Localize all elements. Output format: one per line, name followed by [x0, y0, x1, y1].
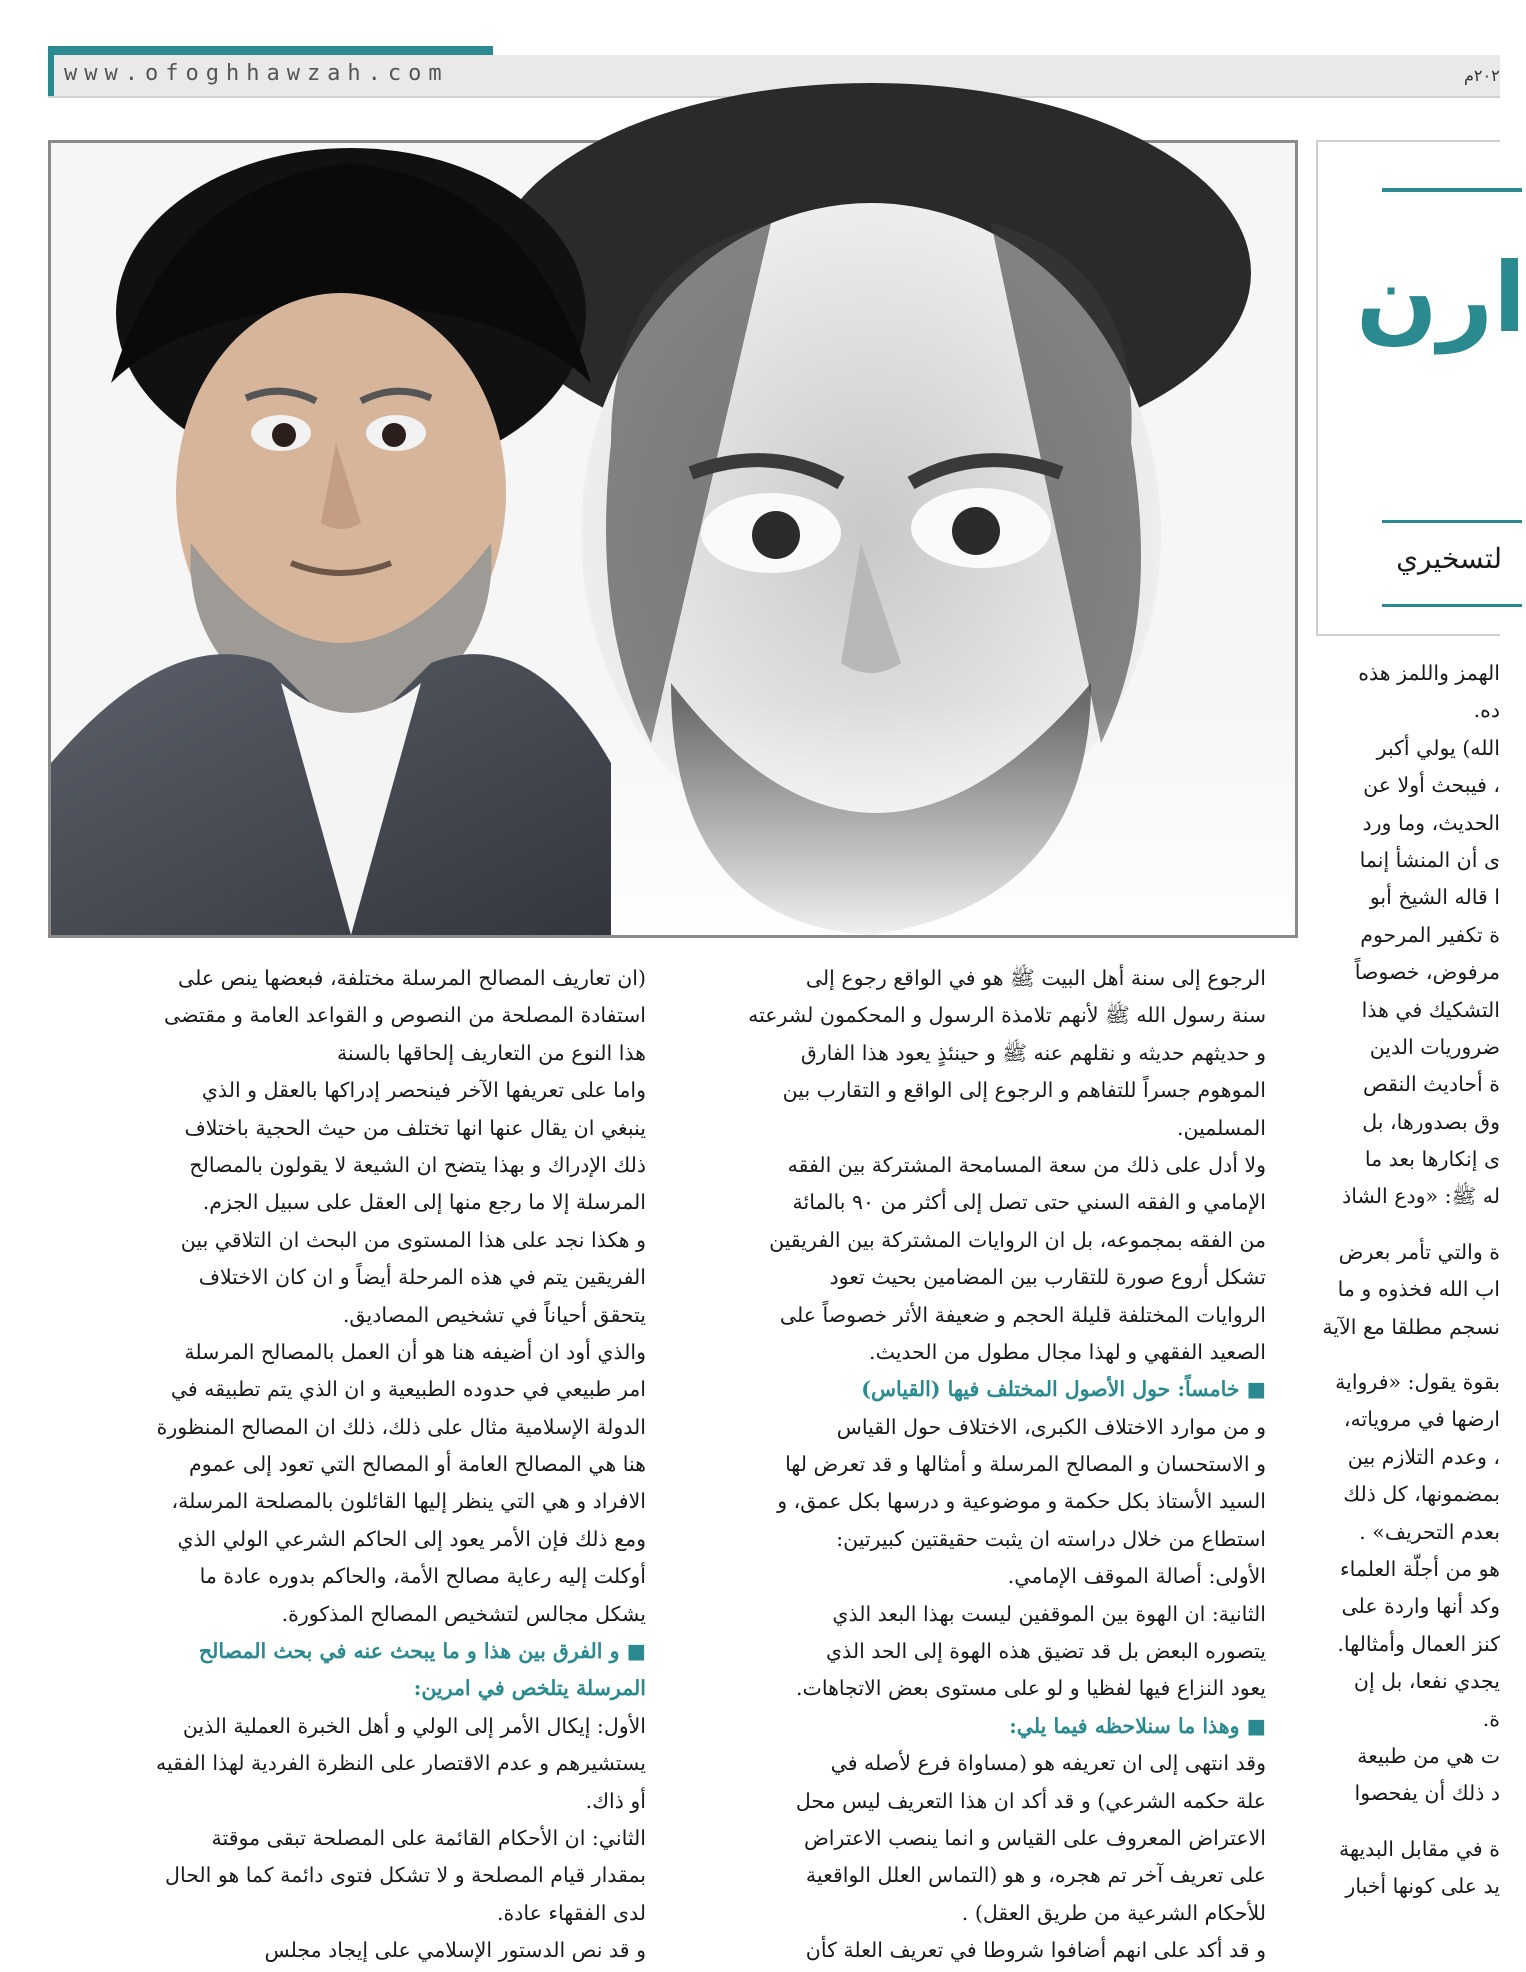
text-line: ارضها في مروياته،: [1343, 1407, 1500, 1432]
text-line: أو ذاك.: [585, 1788, 646, 1813]
text-line: السيد الأستاذ بكل حكمة و موضوعية و درسها بكل عمق، و: [777, 1489, 1266, 1514]
text-line: بعدم التحريف» .: [1359, 1519, 1500, 1544]
text-line: بمضمونها، كل ذلك: [1343, 1482, 1500, 1507]
text-line: الموهوم جسراً للتفاهم و الرجوع إلى الواقع و التقارب بين: [782, 1078, 1266, 1103]
text-line: وكد أنها واردة على: [1341, 1594, 1500, 1619]
text-line: على تعريف آخر تم هجره، و هو (التماس العلل الواقعية: [805, 1863, 1266, 1888]
article-title-box: [1316, 140, 1526, 636]
header-accent-bar: [48, 46, 493, 55]
text-line: كنز العمال وأمثالها.: [1337, 1631, 1500, 1656]
text-line: يتحقق أحياناً في تشخيص المصاديق.: [342, 1302, 646, 1327]
text-line: علة حكمه الشرعي) و قد أكد ان هذا التعريف ليس محل: [795, 1788, 1266, 1813]
text-line: ذلك الإدراك و بهذا يتضح ان الشيعة لا يقولون بالمصالح: [189, 1152, 646, 1177]
text-line: ، وعدم التلازم بين: [1347, 1444, 1500, 1469]
title-rule-top: [1382, 188, 1522, 192]
section-heading: ■ و الفرق بين هذا و ما يبحث عنه في بحث المصالح: [198, 1639, 646, 1664]
text-line: ومع ذلك فإن الأمر يعود إلى الحاكم الشرعي الولي الذي: [177, 1526, 646, 1551]
text-line: له ﷺ: «ودع الشاذ: [1342, 1184, 1500, 1209]
section-heading: المرسلة يتلخص في امرين:: [413, 1676, 646, 1701]
text-line: ولا أدل على ذلك من سعة المسامحة المشتركة بين الفقه: [787, 1152, 1266, 1177]
text-line: والذي أود ان أضيفه هنا هو أن العمل بالمصالح المرسلة: [184, 1339, 646, 1364]
text-line: الإمامي و الفقه السني حتى تصل إلى أكثر من ٩٠ بالمائة: [792, 1190, 1266, 1215]
text-line: وقد انتهى إلى ان تعريفه هو (مساواة فرع لأصله في: [830, 1751, 1266, 1776]
text-line: ده.: [1473, 698, 1500, 723]
text-line: و هكذا نجد على هذا المستوى من البحث ان التلاقي بين: [180, 1227, 646, 1252]
text-line: (ان تعاريف المصالح المرسلة مختلفة، فبعضها ينص على: [177, 966, 646, 990]
text-line: ضروريات الدين: [1369, 1034, 1500, 1059]
text-line: نسجم مطلقا مع الآية: [1322, 1314, 1500, 1339]
text-column-middle: [686, 960, 1266, 1972]
text-line: المرسلة إلا ما رجع منها إلى العقل على سبيل الجزم.: [202, 1190, 646, 1215]
text-line: الافراد و هي التي ينظر إليها القائلون بالمصلحة المرسلة،: [171, 1489, 646, 1514]
text-line: الهمز واللمز هذه: [1358, 661, 1500, 685]
issue-date: ۲۰۲م: [1464, 66, 1500, 85]
text-line: بمقدار قيام المصلحة و لا تشكل فتوى دائمة كما هو الحال: [165, 1863, 646, 1888]
text-line: هو من أجلّة العلماء: [1339, 1556, 1500, 1581]
text-line: ة.: [1482, 1706, 1500, 1731]
text-line: الثاني: ان الأحكام القائمة على المصلحة تبقى موقتة: [211, 1825, 646, 1850]
text-line: من الفقه بمجموعه، بل ان الروايات المشتركة بين الفريقين: [769, 1227, 1266, 1252]
text-line: ى إنكارها بعد ما: [1364, 1147, 1500, 1172]
text-line: يجدي نفعا، بل إن: [1353, 1669, 1500, 1694]
text-line: و حديثهم حديثه و نقلهم عنه ﷺ و حينئذٍ يعود هذا الفارق: [800, 1040, 1266, 1065]
text-line: ى أن المنشأ إنما: [1359, 847, 1500, 872]
section-heading: ■ خامساً: حول الأصول المختلف فيها (القياس): [861, 1377, 1266, 1402]
text-line: يستشيرهم و عدم الاقتصار على النظرة الفردية لهذا الفقيه: [156, 1751, 646, 1776]
text-line: و قد أكد على انهم أضافوا شروطا في تعريف العلة كأن: [805, 1938, 1266, 1963]
text-line: ة والتي تأمر بعرض: [1338, 1239, 1500, 1264]
two-clerics-portrait-icon: [51, 143, 1295, 935]
text-column-right: [1318, 655, 1500, 1972]
text-line: هنا هي المصالح العامة أو المصالح التي تعود إلى عموم: [189, 1452, 646, 1477]
text-line: لدى الفقهاء عادة.: [497, 1900, 646, 1925]
text-line: و من موارد الاختلاف الكبرى، الاختلاف حول القياس: [836, 1414, 1266, 1439]
text-line: الصعيد الفقهي و لهذا مجال مطول من الحديث.: [869, 1339, 1266, 1364]
text-line: هذا النوع من التعاريف إلحاقها بالسنة: [336, 1040, 646, 1065]
text-line: ، فيبحث أولا عن: [1363, 773, 1500, 798]
text-line: يتصوره البعض بل قد تضيق هذه الهوة إلى الحد الذي: [826, 1639, 1266, 1664]
text-line: الاعتراض المعروف على القياس و انما ينصب الاعتراض: [803, 1825, 1266, 1850]
text-line: الحديث، وما ورد: [1362, 810, 1500, 835]
text-line: وق بصدورها، بل: [1362, 1109, 1500, 1134]
text-line: الفريقين يتم في هذه المرحلة أيضاً و ان كان الاختلاف: [198, 1265, 646, 1290]
text-line: يعود النزاع فيها لفظيا و لو على مستوى بعض الاتجاهات.: [796, 1676, 1266, 1701]
text-line: الثانية: ان الهوة بين الموقفين ليست بهذا البعد الذي: [832, 1601, 1266, 1626]
text-line: للأحكام الشرعية من طريق العقل) .: [961, 1900, 1266, 1925]
text-line: الأول: إيكال الأمر إلى الولي و أهل الخبرة العملية الذين: [182, 1713, 646, 1738]
text-line: بقوة يقول: «فرواية: [1335, 1370, 1500, 1395]
text-column-left: [48, 960, 646, 1972]
text-line: الدولة الإسلامية مثال على ذلك، ذلك ان المصالح المنظورة: [156, 1414, 646, 1439]
text-line: سنة رسول الله ﷺ لأنهم تلامذة الرسول و المحكمون لشرعته: [748, 1003, 1266, 1028]
text-line: ة أحاديث النقص: [1363, 1072, 1500, 1097]
text-line: المسلمين.: [1176, 1115, 1266, 1140]
text-line: [1318, 1813, 1500, 1831]
text-line: التشكيك في هذا: [1361, 997, 1500, 1022]
text-line: الله) يولي أكبر: [1376, 735, 1500, 760]
text-line: و الاستحسان و المصالح المرسلة و أمثالها و قد تعرض لها: [785, 1452, 1266, 1477]
text-line: [1318, 1346, 1500, 1364]
text-line: ا قاله الشيخ أبو: [1369, 885, 1500, 910]
section-heading: ■ وهذا ما سنلاحظه فيما يلي:: [1009, 1713, 1266, 1738]
text-line: واما على تعريفها الآخر فينحصر إدراكها بالعقل و الذي: [201, 1078, 646, 1103]
text-line: يشكل مجالس لتشخيص المصالح المذكورة.: [281, 1601, 646, 1626]
text-line: مرفوض، خصوصاً: [1354, 960, 1500, 985]
title-rule-middle: [1382, 520, 1522, 523]
text-line: الروايات المختلفة قليلة الحجم و ضعيفة الأثر خصوصاً على: [779, 1302, 1266, 1327]
article-title: ارن: [1355, 242, 1526, 354]
title-rule-bottom: [1382, 604, 1522, 607]
text-line: ينبغي ان يقال عنها انها تختلف من حيث الحجية باختلاف: [184, 1115, 646, 1140]
text-line: امر طبيعي في حدوده الطبيعية و ان الذي يتم تطبيقه في: [170, 1377, 646, 1402]
text-line: الأولى: أصالة الموقف الإمامي.: [1007, 1564, 1266, 1589]
article-author: لتسخيري: [1396, 542, 1502, 575]
text-line: ت هي من طبيعة: [1357, 1743, 1500, 1768]
text-line: استفادة المصلحة من النصوص و القواعد العامة و مقتضى: [164, 1003, 646, 1028]
text-line: ة تكفير المرحوم: [1360, 922, 1500, 947]
text-line: ة في مقابل البديهة: [1338, 1836, 1500, 1861]
text-line: يد على كونها أخبار: [1345, 1874, 1500, 1899]
site-url[interactable]: www.ofoghhawzah.com: [64, 61, 449, 86]
text-line: الرجوع إلى سنة أهل البيت ﷺ هو في الواقع رجوع إلى: [805, 966, 1266, 990]
text-line: [1318, 1216, 1500, 1234]
text-line: استطاع من خلال دراسته ان يثبت حقيقتين كبيرتين:: [836, 1526, 1266, 1551]
text-line: أوكلت إليه رعاية مصالح الأمة، والحاكم بدوره عادة ما: [199, 1564, 646, 1589]
text-line: تشكل أروع صورة للتقارب بين المضامين بحيث تعود: [829, 1265, 1266, 1290]
text-line: د ذلك أن يفحصوا: [1354, 1781, 1500, 1806]
article-photo: [48, 140, 1298, 938]
text-line: اب الله فخذوه و ما: [1337, 1277, 1500, 1302]
text-line: و قد نص الدستور الإسلامي على إيجاد مجلس: [264, 1938, 646, 1963]
